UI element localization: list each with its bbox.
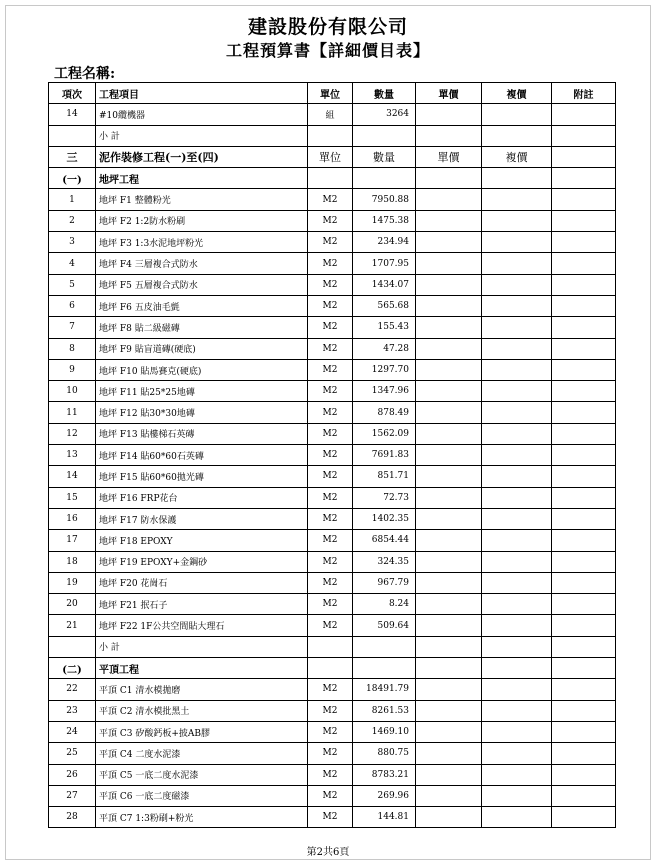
section-row — [49, 146, 616, 167]
item-price — [416, 764, 482, 785]
item-note — [552, 274, 616, 295]
subtotal-qty — [353, 636, 416, 657]
item-qty: 1562.09 — [353, 423, 416, 444]
item-price — [416, 700, 482, 721]
item-price — [416, 743, 482, 764]
table-row — [49, 359, 616, 380]
item-total — [482, 700, 552, 721]
item-price — [416, 232, 482, 253]
item-no: 28 — [49, 807, 96, 828]
item-price — [416, 572, 482, 593]
item-unit: M2 — [308, 359, 353, 380]
table-row — [49, 189, 616, 210]
document-title: 工程預算書【詳細價目表】 — [225, 41, 430, 60]
section-name: 泥作裝修工程(一)至(四) — [96, 146, 308, 167]
item-name: 地坪 F10 貼馬賽克(硬底) — [96, 359, 308, 380]
budget-table — [48, 82, 616, 828]
item-unit: M2 — [308, 807, 353, 828]
item-total — [482, 232, 552, 253]
item-name: 地坪 F14 貼60*60石英磚 — [96, 445, 308, 466]
item-unit: M2 — [308, 679, 353, 700]
item-price — [416, 274, 482, 295]
group-price — [416, 658, 482, 679]
table-row — [49, 764, 616, 785]
col-header-item: 工程項目 — [96, 83, 308, 104]
item-qty: 1475.38 — [353, 210, 416, 231]
item-note — [552, 551, 616, 572]
subtotal-label: 小 計 — [96, 636, 308, 657]
item-price — [416, 466, 482, 487]
item-price — [416, 679, 482, 700]
item-no: 15 — [49, 487, 96, 508]
item-qty: 269.96 — [353, 785, 416, 806]
table-row — [49, 295, 616, 316]
item-qty: 851.71 — [353, 466, 416, 487]
item-name: 平頂 C4 二度水泥漆 — [96, 743, 308, 764]
item-qty: 1297.70 — [353, 359, 416, 380]
item-no: 14 — [49, 466, 96, 487]
item-no: 1 — [49, 189, 96, 210]
budget-table-body — [49, 83, 616, 828]
item-no: 13 — [49, 445, 96, 466]
item-name: 平頂 C6 一底二度磁漆 — [96, 785, 308, 806]
subtotal-note — [552, 125, 616, 146]
item-total — [482, 359, 552, 380]
item-note — [552, 572, 616, 593]
group-unit — [308, 168, 353, 189]
item-no: 25 — [49, 743, 96, 764]
item-qty: 18491.79 — [353, 679, 416, 700]
item-total — [482, 487, 552, 508]
col-header-unit: 單位 — [308, 83, 353, 104]
item-qty: 565.68 — [353, 295, 416, 316]
item-name: 平頂 C7 1:3粉刷+粉光 — [96, 807, 308, 828]
group-name: 地坪工程 — [96, 168, 308, 189]
item-total — [482, 594, 552, 615]
subtotal-note — [552, 636, 616, 657]
item-no: 11 — [49, 402, 96, 423]
section-note — [552, 146, 616, 167]
item-qty: 47.28 — [353, 338, 416, 359]
group-qty — [353, 168, 416, 189]
subtotal-label: 小 計 — [96, 125, 308, 146]
item-name: 地坪 F1 整體粉光 — [96, 189, 308, 210]
item-no: 27 — [49, 785, 96, 806]
group-no: (二) — [49, 658, 96, 679]
item-unit: M2 — [308, 508, 353, 529]
item-no: 17 — [49, 530, 96, 551]
subtotal-row — [49, 125, 616, 146]
subtotal-unit — [308, 636, 353, 657]
item-qty: 324.35 — [353, 551, 416, 572]
item-note — [552, 615, 616, 636]
item-no: 20 — [49, 594, 96, 615]
item-unit: M2 — [308, 572, 353, 593]
item-no: 24 — [49, 721, 96, 742]
item-name: 地坪 F20 花崗石 — [96, 572, 308, 593]
item-no: 14 — [49, 104, 96, 125]
item-unit: M2 — [308, 253, 353, 274]
item-unit: M2 — [308, 210, 353, 231]
item-unit: M2 — [308, 466, 353, 487]
item-name: 地坪 F11 貼25*25地磚 — [96, 381, 308, 402]
section-total-label: 複價 — [482, 146, 552, 167]
item-qty: 7691.83 — [353, 445, 416, 466]
item-qty: 1469.10 — [353, 721, 416, 742]
item-note — [552, 807, 616, 828]
item-name: 地坪 F6 五皮油毛氈 — [96, 295, 308, 316]
item-no: 8 — [49, 338, 96, 359]
item-name: 地坪 F21 抿石子 — [96, 594, 308, 615]
item-no: 26 — [49, 764, 96, 785]
item-unit: M2 — [308, 189, 353, 210]
item-qty: 1434.07 — [353, 274, 416, 295]
col-header-price: 單價 — [416, 83, 482, 104]
item-price — [416, 104, 482, 125]
item-total — [482, 615, 552, 636]
table-row — [49, 423, 616, 444]
item-total — [482, 253, 552, 274]
item-unit: M2 — [308, 423, 353, 444]
item-price — [416, 189, 482, 210]
table-row — [49, 508, 616, 529]
item-unit: M2 — [308, 721, 353, 742]
item-unit: M2 — [308, 700, 353, 721]
item-price — [416, 508, 482, 529]
table-row — [49, 615, 616, 636]
section-price-label: 單價 — [416, 146, 482, 167]
item-price — [416, 381, 482, 402]
item-qty: 967.79 — [353, 572, 416, 593]
item-note — [552, 381, 616, 402]
item-qty: 880.75 — [353, 743, 416, 764]
item-unit: 組 — [308, 104, 353, 125]
item-name: 平頂 C2 清水模批黑土 — [96, 700, 308, 721]
table-row — [49, 274, 616, 295]
item-price — [416, 423, 482, 444]
item-total — [482, 721, 552, 742]
item-note — [552, 295, 616, 316]
table-row — [49, 743, 616, 764]
item-no: 10 — [49, 381, 96, 402]
table-row — [49, 445, 616, 466]
table-row — [49, 700, 616, 721]
subtotal-unit — [308, 125, 353, 146]
item-note — [552, 594, 616, 615]
table-row — [49, 807, 616, 828]
table-row — [49, 530, 616, 551]
item-note — [552, 700, 616, 721]
subtotal-no — [49, 125, 96, 146]
group-row — [49, 658, 616, 679]
col-header-no: 項次 — [49, 83, 96, 104]
table-row — [49, 232, 616, 253]
item-qty: 1347.96 — [353, 381, 416, 402]
group-note — [552, 658, 616, 679]
item-name: 地坪 F4 三層複合式防水 — [96, 253, 308, 274]
table-row — [49, 466, 616, 487]
item-unit: M2 — [308, 551, 353, 572]
table-row — [49, 317, 616, 338]
item-name: 地坪 F13 貼樓梯石英磚 — [96, 423, 308, 444]
col-header-note: 附註 — [552, 83, 616, 104]
col-header-total: 複價 — [482, 83, 552, 104]
item-price — [416, 317, 482, 338]
item-total — [482, 508, 552, 529]
item-unit: M2 — [308, 530, 353, 551]
table-row — [49, 551, 616, 572]
item-name: 地坪 F16 FRP花台 — [96, 487, 308, 508]
item-name: 地坪 F17 防水保護 — [96, 508, 308, 529]
item-note — [552, 721, 616, 742]
item-total — [482, 807, 552, 828]
item-note — [552, 210, 616, 231]
item-qty: 234.94 — [353, 232, 416, 253]
item-total — [482, 530, 552, 551]
item-price — [416, 721, 482, 742]
table-row — [49, 487, 616, 508]
item-price — [416, 594, 482, 615]
subtotal-total — [482, 125, 552, 146]
item-price — [416, 253, 482, 274]
item-no: 23 — [49, 700, 96, 721]
group-price — [416, 168, 482, 189]
item-qty: 8783.21 — [353, 764, 416, 785]
item-total — [482, 466, 552, 487]
item-qty: 878.49 — [353, 402, 416, 423]
section-qty-label: 數量 — [353, 146, 416, 167]
group-row — [49, 168, 616, 189]
table-row — [49, 210, 616, 231]
item-total — [482, 423, 552, 444]
group-note — [552, 168, 616, 189]
item-total — [482, 551, 552, 572]
table-row — [49, 721, 616, 742]
table-row — [49, 785, 616, 806]
item-qty: 1707.95 — [353, 253, 416, 274]
item-unit: M2 — [308, 594, 353, 615]
item-total — [482, 743, 552, 764]
subtotal-price — [416, 125, 482, 146]
company-name: 建設股份有限公司 — [247, 16, 408, 38]
group-unit — [308, 658, 353, 679]
item-name: 平頂 C1 清水模拋磨 — [96, 679, 308, 700]
item-name: 平頂 C5 一底二度水泥漆 — [96, 764, 308, 785]
item-unit: M2 — [308, 615, 353, 636]
item-name: 地坪 F2 1:2防水粉刷 — [96, 210, 308, 231]
item-note — [552, 785, 616, 806]
item-qty: 509.64 — [353, 615, 416, 636]
page-number: 第2共6頁 — [306, 847, 350, 858]
item-unit: M2 — [308, 274, 353, 295]
item-name: 地坪 F18 EPOXY — [96, 530, 308, 551]
item-qty: 144.81 — [353, 807, 416, 828]
item-unit: M2 — [308, 743, 353, 764]
item-note — [552, 253, 616, 274]
item-unit: M2 — [308, 317, 353, 338]
table-header-row — [49, 83, 616, 104]
table-row — [49, 402, 616, 423]
item-total — [482, 338, 552, 359]
project-name-label: 工程名稱: — [54, 66, 116, 82]
item-price — [416, 338, 482, 359]
item-note — [552, 104, 616, 125]
item-total — [482, 189, 552, 210]
item-no: 2 — [49, 210, 96, 231]
item-unit: M2 — [308, 487, 353, 508]
item-no: 16 — [49, 508, 96, 529]
table-row — [49, 104, 616, 125]
item-total — [482, 402, 552, 423]
item-unit: M2 — [308, 402, 353, 423]
item-qty: 72.73 — [353, 487, 416, 508]
group-qty — [353, 658, 416, 679]
item-name: 地坪 F8 貼二級磁磚 — [96, 317, 308, 338]
item-qty: 3264 — [353, 104, 416, 125]
item-note — [552, 743, 616, 764]
item-note — [552, 679, 616, 700]
section-unit-label: 單位 — [308, 146, 353, 167]
item-total — [482, 445, 552, 466]
item-total — [482, 104, 552, 125]
item-name: 地坪 F3 1:3水泥地坪粉光 — [96, 232, 308, 253]
item-total — [482, 210, 552, 231]
subtotal-total — [482, 636, 552, 657]
item-total — [482, 274, 552, 295]
item-no: 9 — [49, 359, 96, 380]
item-qty: 7950.88 — [353, 189, 416, 210]
item-name: 平頂 C3 矽酸鈣板+披AB膠 — [96, 721, 308, 742]
item-unit: M2 — [308, 381, 353, 402]
item-price — [416, 402, 482, 423]
item-unit: M2 — [308, 295, 353, 316]
item-note — [552, 317, 616, 338]
subtotal-price — [416, 636, 482, 657]
item-total — [482, 295, 552, 316]
group-total — [482, 168, 552, 189]
group-total — [482, 658, 552, 679]
item-name: #10纜機器 — [96, 104, 308, 125]
item-price — [416, 487, 482, 508]
item-no: 6 — [49, 295, 96, 316]
item-price — [416, 615, 482, 636]
item-no: 18 — [49, 551, 96, 572]
table-row — [49, 594, 616, 615]
item-note — [552, 445, 616, 466]
item-price — [416, 359, 482, 380]
item-note — [552, 466, 616, 487]
item-no: 4 — [49, 253, 96, 274]
item-name: 地坪 F19 EPOXY+金鋼砂 — [96, 551, 308, 572]
item-price — [416, 210, 482, 231]
item-price — [416, 551, 482, 572]
subtotal-qty — [353, 125, 416, 146]
table-row — [49, 572, 616, 593]
item-note — [552, 232, 616, 253]
item-unit: M2 — [308, 445, 353, 466]
item-no: 12 — [49, 423, 96, 444]
item-no: 19 — [49, 572, 96, 593]
item-no: 22 — [49, 679, 96, 700]
item-unit: M2 — [308, 785, 353, 806]
item-unit: M2 — [308, 338, 353, 359]
item-price — [416, 807, 482, 828]
section-no: 三 — [49, 146, 96, 167]
item-no: 21 — [49, 615, 96, 636]
subtotal-no — [49, 636, 96, 657]
item-total — [482, 572, 552, 593]
item-unit: M2 — [308, 764, 353, 785]
item-name: 地坪 F22 1F公共空間貼大理石 — [96, 615, 308, 636]
item-note — [552, 487, 616, 508]
item-note — [552, 189, 616, 210]
item-qty: 1402.35 — [353, 508, 416, 529]
col-header-qty: 數量 — [353, 83, 416, 104]
item-note — [552, 359, 616, 380]
item-note — [552, 338, 616, 359]
item-total — [482, 679, 552, 700]
table-row — [49, 679, 616, 700]
item-price — [416, 295, 482, 316]
item-unit: M2 — [308, 232, 353, 253]
table-row — [49, 253, 616, 274]
item-name: 地坪 F15 貼60*60拋光磚 — [96, 466, 308, 487]
item-total — [482, 785, 552, 806]
item-name: 地坪 F5 五層複合式防水 — [96, 274, 308, 295]
item-note — [552, 530, 616, 551]
item-note — [552, 508, 616, 529]
group-name: 平頂工程 — [96, 658, 308, 679]
subtotal-row — [49, 636, 616, 657]
item-price — [416, 785, 482, 806]
item-qty: 8261.53 — [353, 700, 416, 721]
item-no: 3 — [49, 232, 96, 253]
item-qty: 8.24 — [353, 594, 416, 615]
item-price — [416, 445, 482, 466]
item-total — [482, 317, 552, 338]
item-total — [482, 381, 552, 402]
item-price — [416, 530, 482, 551]
item-no: 7 — [49, 317, 96, 338]
item-total — [482, 764, 552, 785]
item-note — [552, 764, 616, 785]
item-note — [552, 402, 616, 423]
item-qty: 155.43 — [353, 317, 416, 338]
item-name: 地坪 F9 貼盲道磚(硬底) — [96, 338, 308, 359]
group-no: (一) — [49, 168, 96, 189]
item-qty: 6854.44 — [353, 530, 416, 551]
item-name: 地坪 F12 貼30*30地磚 — [96, 402, 308, 423]
table-row — [49, 381, 616, 402]
table-row — [49, 338, 616, 359]
item-note — [552, 423, 616, 444]
item-no: 5 — [49, 274, 96, 295]
